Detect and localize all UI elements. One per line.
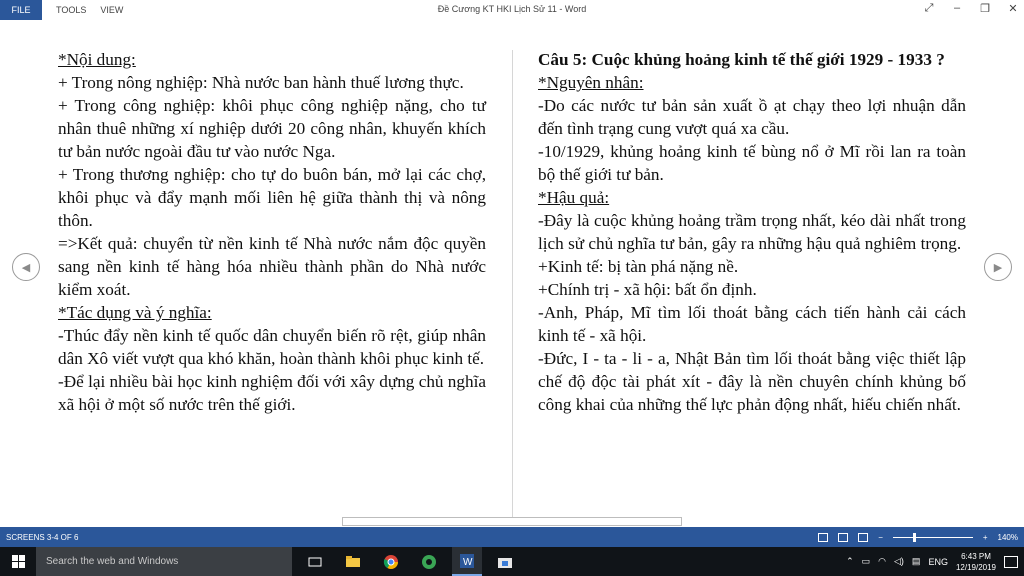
- zoom-in-button[interactable]: +: [982, 532, 988, 542]
- windows-taskbar: [0, 547, 1024, 576]
- zoom-out-button[interactable]: −: [878, 532, 883, 542]
- paragraph: +Kinh tế: bị tàn phá nặng nề.: [538, 257, 739, 276]
- notification-icon[interactable]: [1004, 556, 1018, 568]
- right-column: [538, 48, 966, 416]
- windows-logo-icon: [12, 555, 25, 568]
- read-mode-icon[interactable]: [818, 533, 828, 542]
- keyboard-icon[interactable]: ▤: [911, 556, 921, 566]
- document-title: Đề Cương KT HKI Lịch Sử 11 - Word: [437, 4, 587, 14]
- coccoc-icon[interactable]: [414, 547, 444, 576]
- restore-icon[interactable]: ❐: [980, 3, 990, 15]
- chrome-icon[interactable]: [376, 547, 406, 576]
- tab-tools[interactable]: TOOLS: [56, 5, 87, 15]
- clock-time: 6:43 PM: [961, 551, 991, 561]
- paragraph: Câu 5: Cuộc khủng hoảng kinh tế thế giới 1929 - 1933 ?: [538, 50, 945, 69]
- horizontal-scrollbar[interactable]: [342, 517, 682, 526]
- paragraph: -Đức, I - ta - li - a, Nhật Bản tìm lối thoát bằng việc thiết lập chế độ độc tài phát xít - đây là nền chuyên chính khủng bố công khai của những thế lực phản động nhất, hiếu chiến nhất.: [538, 349, 966, 414]
- chevron-up-icon[interactable]: ⌃: [846, 556, 854, 566]
- web-layout-icon[interactable]: [858, 533, 868, 542]
- paragraph: -Để lại nhiều bài học kinh nghiệm đối với xây dựng chủ nghĩa xã hội ở một số nước trên thế giới.: [58, 372, 486, 414]
- paragraph: +Chính trị - xã hội: bất ổn định.: [538, 280, 757, 299]
- paragraph: + Trong công nghiệp: khôi phục công nghiệp nặng, cho tư nhân thuê những xí nghiệp dưới 20 công nhân, khuyến khích tư bản nước ngoài đầu tư vào nước Nga.: [58, 96, 486, 161]
- next-screen-button[interactable]: [984, 253, 1012, 281]
- language-indicator[interactable]: ENG: [928, 556, 948, 567]
- svg-text:W: W: [463, 556, 473, 568]
- minimize-icon[interactable]: –: [953, 2, 961, 14]
- file-explorer-icon[interactable]: [338, 547, 368, 576]
- column-divider: [512, 50, 513, 520]
- print-layout-icon[interactable]: [838, 533, 848, 542]
- clock[interactable]: [956, 551, 996, 573]
- zoom-slider-thumb[interactable]: [913, 533, 916, 542]
- store-icon[interactable]: [490, 547, 520, 576]
- paragraph: *Tác dụng và ý nghĩa:: [58, 303, 212, 322]
- paragraph: + Trong thương nghiệp: cho tự do buôn bán, mở lại các chợ, khôi phục và đẩy mạnh mối liên hệ giữa thành thị và nông thôn.: [58, 165, 486, 230]
- document-area[interactable]: [0, 20, 1024, 527]
- start-button[interactable]: [0, 547, 36, 576]
- paragraph: *Nội dung:: [58, 50, 136, 69]
- battery-icon[interactable]: ▭: [861, 556, 871, 566]
- paragraph: -10/1929, khủng hoảng kinh tế bùng nổ ở Mĩ rồi lan ra toàn bộ thế giới tư bản.: [538, 142, 966, 184]
- window-controls: [922, 2, 1020, 15]
- paragraph: -Anh, Pháp, Mĩ tìm lối thoát bằng cách tiến hành cải cách kinh tế - xã hội.: [538, 303, 966, 345]
- status-bar: [0, 527, 1024, 547]
- tab-view[interactable]: VIEW: [100, 5, 124, 15]
- taskbar-search[interactable]: Search the web and Windows: [36, 547, 292, 576]
- paragraph: *Nguyên nhân:: [538, 73, 644, 92]
- paragraph: -Đây là cuộc khủng hoảng trầm trọng nhất, kéo dài nhất trong lịch sử chủ nghĩa tư bản, gây ra những hậu quả nghiêm trọng.: [538, 211, 966, 253]
- zoom-level[interactable]: 140%: [997, 532, 1018, 542]
- chevron-right-icon: ▶: [993, 261, 1003, 274]
- volume-icon[interactable]: ◁): [894, 556, 904, 566]
- paragraph: -Thúc đẩy nền kinh tế quốc dân chuyển biến rõ rệt, giúp nhân dân Xô viết vượt qua khó khăn, hoàn thành khôi phục kinh tế.: [58, 326, 486, 368]
- left-column: [58, 48, 486, 416]
- screens-indicator: SCREENS 3-4 OF 6: [6, 532, 79, 542]
- paragraph: *Hậu quả:: [538, 188, 610, 207]
- zoom-slider[interactable]: [893, 537, 973, 538]
- fullscreen-icon[interactable]: ⤢: [924, 2, 934, 14]
- tab-file[interactable]: FILE: [0, 0, 42, 20]
- chevron-left-icon: ◀: [21, 261, 31, 274]
- paragraph: + Trong nông nghiệp: Nhà nước ban hành thuế lương thực.: [58, 73, 464, 92]
- paragraph: =>Kết quả: chuyển từ nền kinh tế Nhà nước nắm độc quyền sang nền kinh tế hàng hóa nhiều thành phần do Nhà nước kiểm xoát.: [58, 234, 486, 299]
- pinned-apps: [300, 547, 520, 576]
- word-app-icon[interactable]: [452, 547, 482, 576]
- paragraph: -Do các nước tư bản sản xuất ồ ạt chạy theo lợi nhuận dẫn đến tình trạng cung vượt quá xa cầu.: [538, 96, 966, 138]
- task-view-icon[interactable]: [300, 547, 330, 576]
- system-tray: [846, 547, 1018, 576]
- view-controls: [818, 527, 1018, 547]
- clock-date: 12/19/2019: [955, 562, 996, 572]
- title-bar: [0, 0, 1024, 20]
- close-icon[interactable]: ✕: [1008, 3, 1018, 15]
- previous-screen-button[interactable]: [12, 253, 40, 281]
- network-icon[interactable]: ◠: [878, 556, 886, 566]
